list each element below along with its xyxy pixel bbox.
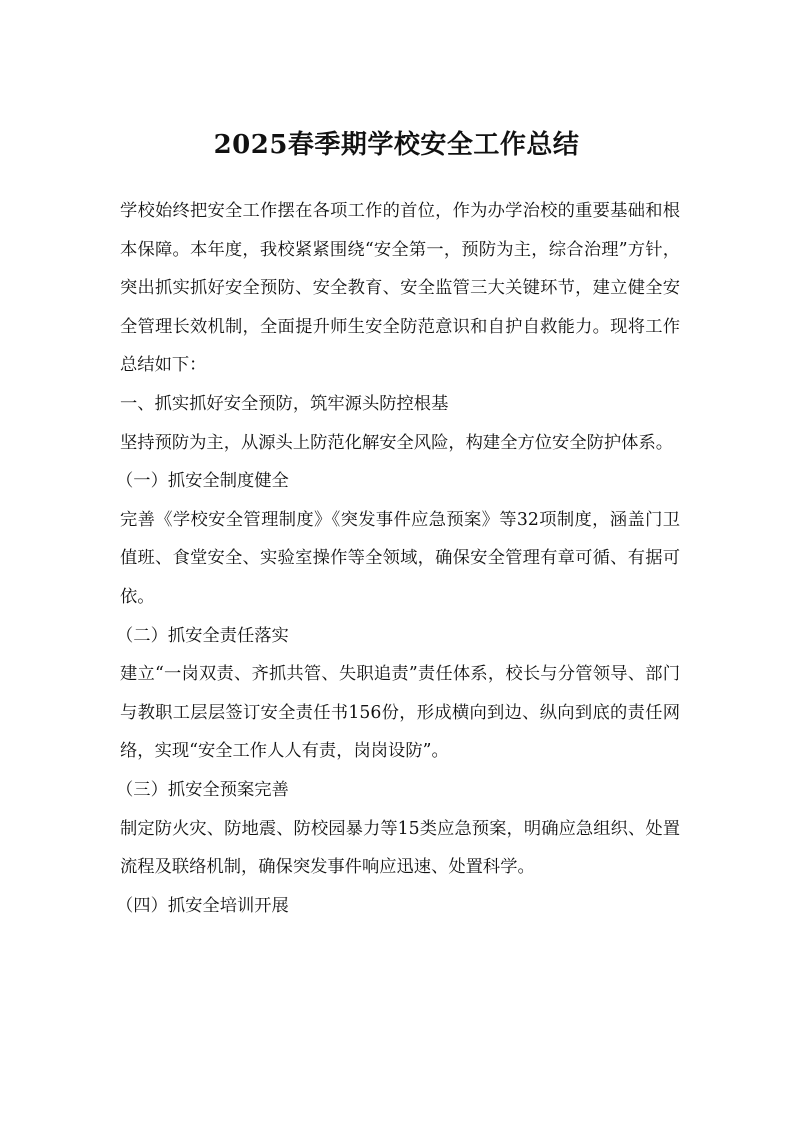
subheading-2: （二）抓安全责任落实 xyxy=(116,625,289,646)
section-1-paragraph: 坚持预防为主，从源头上防范化解安全风险，构建全方位安全防护体系。 xyxy=(120,432,674,453)
subheading-1-paragraph: 完善《学校安全管理制度》《突发事件应急预案》等32项制度，涵盖门卫值班、食堂安全、实验室操作等全领域，确保安全管理有章可循、有据可依。 xyxy=(120,509,680,607)
subheading-3: （三）抓安全预案完善 xyxy=(116,779,289,800)
section-heading-1: 一、抓实抓好安全预防，筑牢源头防控根基 xyxy=(120,393,449,414)
intro-paragraph: 学校始终把安全工作摆在各项工作的首位，作为办学治校的重要基础和根本保障。本年度，我校紧紧围绕“安全第一，预防为主，综合治理”方针，突出抓实抓好安全预防、安全教育、安全监管三大关键环节，建立健全安全管理长效机制，全面提升师生安全防范意识和自护自救能力。现将工作总结如下： xyxy=(120,201,680,376)
document-body xyxy=(116,192,680,925)
subheading-2-paragraph: 建立“一岗双责、齐抓共管、失职追责”责任体系，校长与分管领导、部门与教职工层层签订安全责任书156份，形成横向到边、纵向到底的责任网络，实现“安全工作人人有责，岗岗设防”。 xyxy=(120,664,680,762)
subheading-1: （一）抓安全制度健全 xyxy=(116,471,289,492)
subheading-3-paragraph: 制定防火灾、防地震、防校园暴力等15类应急预案，明确应急组织、处置流程及联络机制，确保突发事件响应迅速、处置科学。 xyxy=(120,818,680,878)
document-title: 2025春季期学校安全工作总结 xyxy=(213,130,580,160)
subheading-4: （四）抓安全培训开展 xyxy=(116,895,289,916)
